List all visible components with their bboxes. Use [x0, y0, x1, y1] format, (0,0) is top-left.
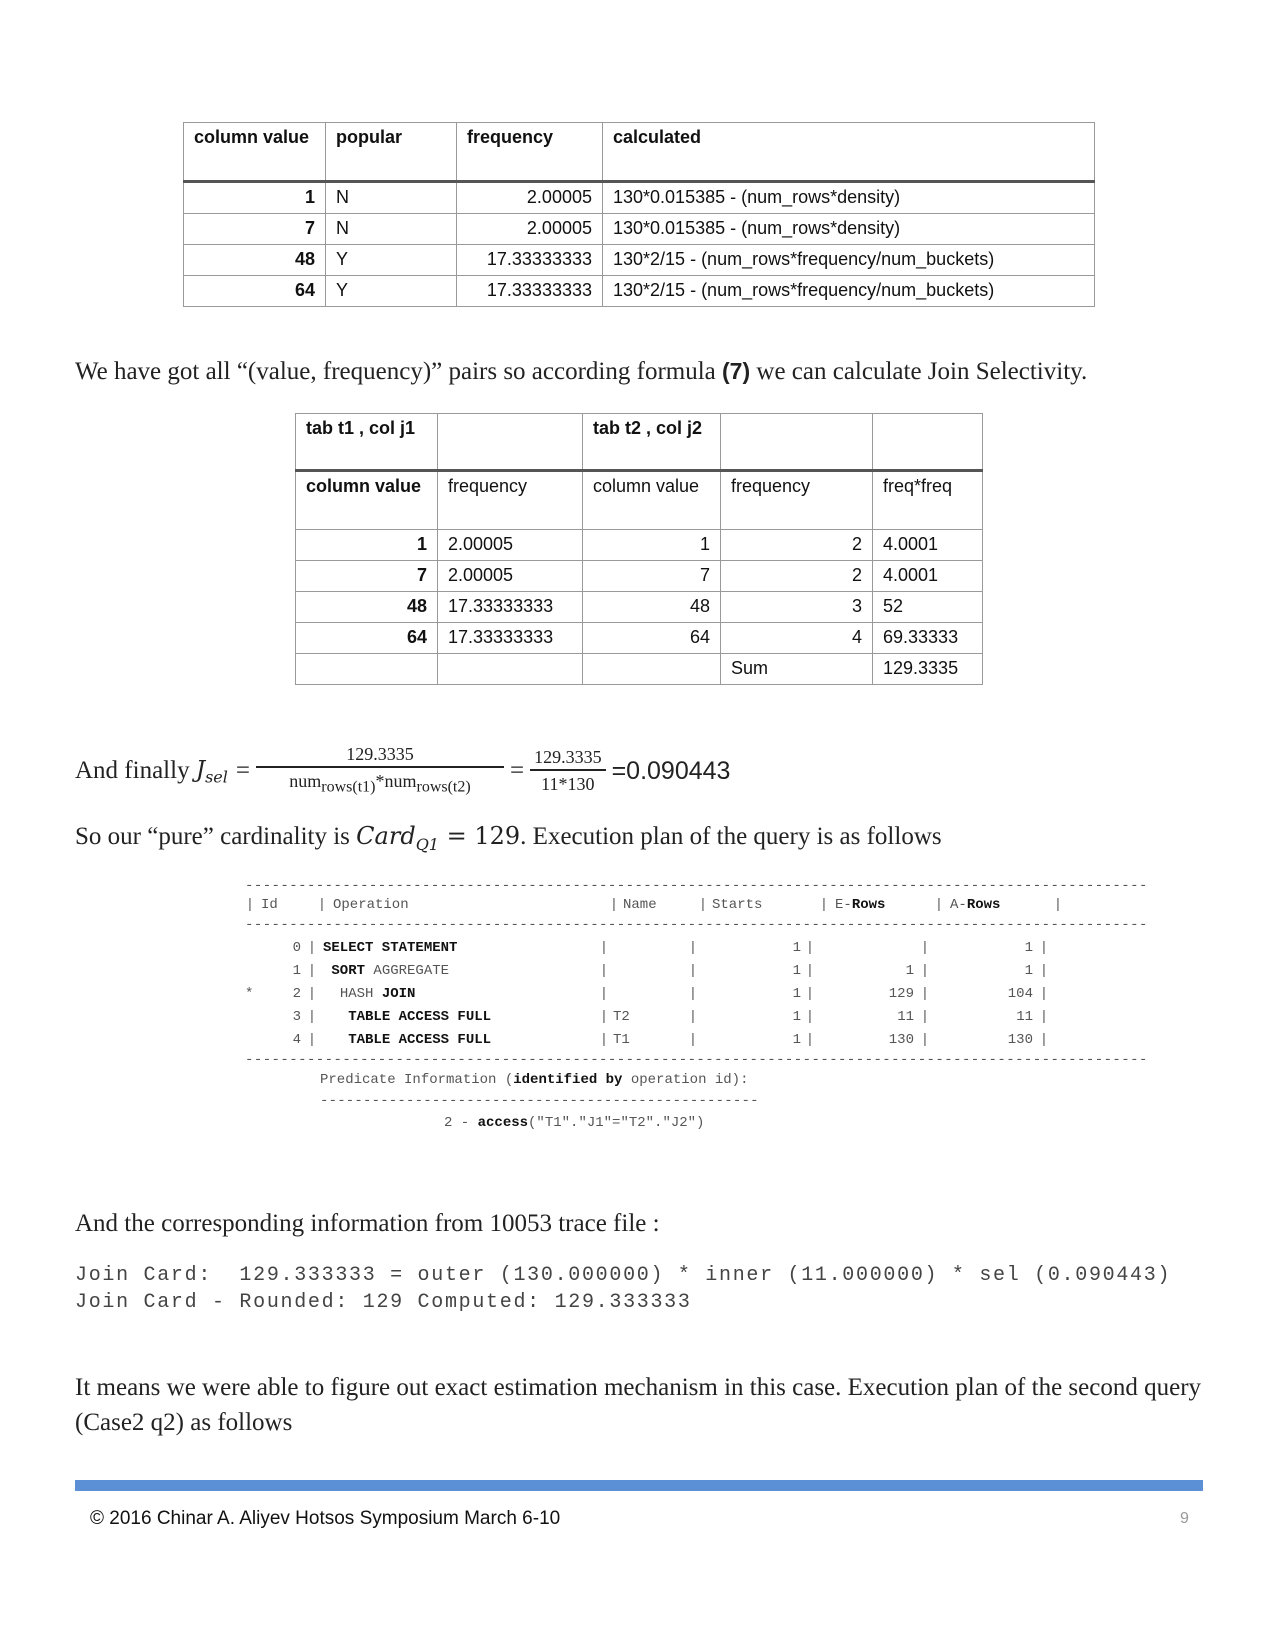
- cardinality-line: [75, 822, 942, 854]
- table-row: [184, 245, 1095, 276]
- col-id: Id: [261, 897, 278, 913]
- text: ("T1"."J1"="T2"."J2"): [528, 1115, 705, 1131]
- header-cell: [873, 414, 983, 471]
- table-cell: 2.00005: [438, 530, 583, 561]
- header-cell: tab t2 , col j2: [583, 414, 721, 471]
- header-cell: column value: [296, 471, 438, 530]
- table-header-row: [184, 123, 1095, 182]
- text: identified by: [513, 1072, 623, 1088]
- col-name: Name: [623, 897, 657, 913]
- header-cell: frequency: [438, 471, 583, 530]
- table-cell: 7: [583, 561, 721, 592]
- table-cell: [296, 654, 438, 685]
- table-cell: 7: [296, 561, 438, 592]
- result: =0.090443: [611, 756, 731, 785]
- column-separator: |: [805, 963, 815, 979]
- table-cell: 1: [583, 530, 721, 561]
- plan-arows: 130: [1007, 1032, 1033, 1048]
- plan-arows: 1: [1024, 940, 1033, 956]
- table-cell: Sum: [721, 654, 873, 685]
- table-cell: 130*2/15 - (num_rows*frequency/num_buckets): [603, 276, 1095, 307]
- plan-row: [245, 1006, 1063, 1029]
- symbol: Card: [356, 822, 416, 850]
- column-separator: |: [599, 940, 609, 956]
- table-cell: 1: [296, 530, 438, 561]
- table-row: [296, 561, 983, 592]
- divider: ---------------------------------------------------: [320, 1093, 759, 1109]
- op-text: HASH: [339, 986, 382, 1002]
- plan-name: T2: [613, 1009, 630, 1025]
- table-cell: 2: [721, 561, 873, 592]
- predicate-access: [444, 1110, 1063, 1136]
- plan-starts: 1: [792, 1032, 801, 1048]
- indent: [323, 986, 340, 1002]
- equals: =: [235, 757, 250, 785]
- column-separator: |: [1039, 963, 1049, 979]
- plan-name: [609, 983, 688, 1006]
- table-cell: 3: [721, 592, 873, 623]
- formula-ref: (7): [722, 358, 751, 384]
- plan-name: T1: [613, 1032, 630, 1048]
- plan-id: 2: [292, 986, 301, 1002]
- header-cell: freq*freq: [873, 471, 983, 530]
- column-separator: |: [920, 1032, 930, 1048]
- op-keyword: TABLE ACCESS FULL: [348, 1032, 492, 1048]
- plan-operation: [317, 937, 599, 960]
- predicate-info-heading: [320, 1068, 1063, 1092]
- text: we can calculate Join Selectivity.: [750, 358, 1088, 385]
- op-keyword: SELECT STATEMENT: [323, 940, 458, 956]
- text: E-: [835, 897, 852, 913]
- plan-operation: [317, 1029, 599, 1052]
- predicate-marker: [245, 937, 255, 960]
- plan-name: [609, 937, 688, 960]
- denominator: 11*130: [541, 774, 595, 795]
- paragraph-conclusion: It means we were able to figure out exact estimation mechanism in this case. Execution plan of the second query (Case2 q2) as follows: [75, 1374, 1202, 1436]
- execution-plan: [245, 878, 1148, 1136]
- plan-header-row: [245, 894, 1063, 917]
- table-row: [296, 654, 983, 685]
- table-cell: 130*0.015385 - (num_rows*density): [603, 182, 1095, 214]
- card-symbol: [356, 822, 439, 854]
- table-cell: 130*2/15 - (num_rows*frequency/num_buckets): [603, 245, 1095, 276]
- table-row: [184, 214, 1095, 245]
- header-cell: frequency: [721, 471, 873, 530]
- plan-id: 4: [292, 1032, 301, 1048]
- paragraph-join-selectivity: [75, 358, 1087, 386]
- table-cell: 129.3335: [873, 654, 983, 685]
- table-cell: [438, 654, 583, 685]
- plan-row: [245, 937, 1063, 960]
- divider: ------------------------------------------------------------------------------------------------------: [245, 1052, 1148, 1068]
- subscript: Q1: [415, 834, 439, 854]
- table-cell: 2: [721, 530, 873, 561]
- column-separator: |: [599, 1032, 609, 1048]
- column-separator: |: [599, 986, 609, 1002]
- jsel-symbol: [196, 757, 228, 787]
- col-arows: [944, 894, 1053, 917]
- text: num: [289, 771, 322, 791]
- text: So our “pure” cardinality is: [75, 823, 357, 850]
- subscript: rows(t2): [416, 778, 471, 796]
- text: We have got all “(value, frequency)” pairs so according formula: [75, 358, 723, 385]
- footer-copyright: © 2016 Chinar A. Aliyev Hotsos Symposium March 6-10: [90, 1508, 561, 1529]
- op-keyword: TABLE ACCESS FULL: [348, 1009, 492, 1025]
- table-cell: 4.0001: [873, 530, 983, 561]
- column-separator: |: [1053, 897, 1063, 913]
- table-cell: 130*0.015385 - (num_rows*density): [603, 214, 1095, 245]
- table-cell: 64: [184, 276, 326, 307]
- text: 2 -: [444, 1115, 478, 1131]
- popular-values-table: [183, 122, 1095, 307]
- table-cell: 48: [296, 592, 438, 623]
- table-cell: 64: [583, 623, 721, 654]
- column-separator: |: [688, 1009, 698, 1025]
- table-cell: 69.33333: [873, 623, 983, 654]
- column-separator: |: [805, 1032, 815, 1048]
- subscript: rows(t1): [321, 778, 376, 796]
- join-frequency-table: [295, 413, 983, 685]
- column-separator: |: [307, 1009, 317, 1025]
- header-cell: [438, 414, 583, 471]
- column-separator: |: [317, 897, 327, 913]
- header-cell: [721, 414, 873, 471]
- column-separator: |: [307, 986, 317, 1002]
- plan-row: [245, 960, 1063, 983]
- text: . Execution plan of the query is as follows: [520, 823, 942, 850]
- text: access: [477, 1115, 529, 1131]
- column-separator: |: [599, 963, 609, 979]
- predicate-marker: *: [245, 986, 254, 1002]
- table-header-row: [296, 471, 983, 530]
- plan-arows: 104: [1007, 986, 1033, 1002]
- plan-erows: 129: [888, 986, 914, 1002]
- plan-operation: [317, 1006, 599, 1029]
- col-erows: [829, 894, 934, 917]
- divider: ------------------------------------------------------------------------------------------------------: [245, 917, 1148, 933]
- plan-arows: 11: [1016, 1009, 1033, 1025]
- table-cell: 48: [184, 245, 326, 276]
- table-row: [184, 276, 1095, 307]
- column-separator: |: [698, 897, 708, 913]
- plan-row: [245, 1029, 1063, 1052]
- trace-line: Join Card - Rounded: 129 Computed: 129.333333: [75, 1291, 692, 1314]
- column-separator: |: [609, 897, 619, 913]
- text: Predicate Information (: [320, 1072, 514, 1088]
- header-cell: column value: [583, 471, 721, 530]
- table-cell: N: [326, 182, 457, 214]
- symbol: J: [195, 756, 206, 783]
- column-separator: |: [245, 897, 255, 913]
- indent: [323, 1032, 348, 1048]
- column-separator: |: [307, 963, 317, 979]
- predicate-marker: [245, 1006, 255, 1029]
- header-cell: popular: [326, 123, 457, 182]
- table-row: [296, 530, 983, 561]
- numerator: 129.3335: [530, 745, 606, 771]
- table-row: [296, 592, 983, 623]
- card-value: = 129: [438, 822, 521, 850]
- op-keyword: SORT: [331, 963, 366, 979]
- indent: [323, 1009, 348, 1025]
- header-cell: calculated: [603, 123, 1095, 182]
- selectivity-formula: [75, 742, 730, 801]
- plan-starts: 1: [792, 986, 801, 1002]
- text: *: [375, 771, 385, 791]
- column-separator: |: [920, 1009, 930, 1025]
- column-separator: |: [1039, 940, 1049, 956]
- column-separator: |: [1039, 1032, 1049, 1048]
- column-separator: |: [307, 940, 317, 956]
- predicate-marker: [245, 1029, 255, 1052]
- op-keyword: JOIN: [381, 986, 416, 1002]
- plan-operation: [317, 960, 599, 983]
- denominator: [285, 768, 474, 801]
- plan-operation: [317, 983, 599, 1006]
- column-separator: |: [934, 897, 944, 913]
- text: A-: [950, 897, 967, 913]
- column-separator: |: [688, 940, 698, 956]
- table-cell: 4.0001: [873, 561, 983, 592]
- plan-id: 3: [292, 1009, 301, 1025]
- plan-id: 1: [292, 963, 301, 979]
- fraction-2: [530, 745, 606, 797]
- table-cell: Y: [326, 245, 457, 276]
- text: Rows: [966, 897, 1001, 913]
- table-cell: [583, 654, 721, 685]
- col-starts: Starts: [712, 897, 763, 913]
- plan-arows: 1: [1024, 963, 1033, 979]
- plan-erows: [815, 937, 920, 960]
- table-cell: 52: [873, 592, 983, 623]
- column-separator: |: [920, 986, 930, 1002]
- plan-starts: 1: [792, 1009, 801, 1025]
- table-cell: Y: [326, 276, 457, 307]
- column-separator: |: [599, 1009, 609, 1025]
- fraction-1: [256, 742, 504, 801]
- plan-erows: 1: [905, 963, 914, 979]
- column-separator: |: [920, 940, 930, 956]
- table-cell: 7: [184, 214, 326, 245]
- plan-name: [609, 960, 688, 983]
- plan-erows: 11: [897, 1009, 914, 1025]
- predicate-marker: [245, 960, 255, 983]
- column-separator: |: [688, 986, 698, 1002]
- table-cell: 48: [583, 592, 721, 623]
- column-separator: |: [805, 986, 815, 1002]
- column-separator: |: [688, 1032, 698, 1048]
- column-separator: |: [805, 1009, 815, 1025]
- text: Rows: [851, 897, 886, 913]
- plan-row: [245, 983, 1063, 1006]
- header-cell: tab t1 , col j1: [296, 414, 438, 471]
- page-number: 9: [1180, 1510, 1189, 1527]
- trace-line: Join Card: 129.333333 = outer (130.000000) * inner (11.000000) * sel (0.090443): [75, 1264, 1172, 1287]
- text: num: [384, 771, 417, 791]
- plan-starts: 1: [792, 963, 801, 979]
- column-separator: |: [920, 963, 930, 979]
- column-separator: |: [819, 897, 829, 913]
- numerator: 129.3335: [256, 742, 504, 768]
- footer-accent-bar: [75, 1480, 1203, 1491]
- table-cell: 64: [296, 623, 438, 654]
- plan-starts: 1: [792, 940, 801, 956]
- header-cell: frequency: [457, 123, 603, 182]
- col-operation: Operation: [333, 897, 409, 913]
- text: And finally: [75, 757, 196, 785]
- table-cell: N: [326, 214, 457, 245]
- op-text: AGGREGATE: [365, 963, 450, 979]
- table-cell: 1: [184, 182, 326, 214]
- table-cell: 2.00005: [457, 182, 603, 214]
- divider: ------------------------------------------------------------------------------------------------------: [245, 878, 1148, 894]
- column-separator: |: [805, 940, 815, 956]
- table-cell: 17.33333333: [438, 592, 583, 623]
- table-cell: 2.00005: [457, 214, 603, 245]
- table-cell: 4: [721, 623, 873, 654]
- plan-erows: 130: [888, 1032, 914, 1048]
- text: operation id):: [622, 1072, 749, 1088]
- table-cell: 17.33333333: [457, 245, 603, 276]
- column-separator: |: [307, 1032, 317, 1048]
- subscript: sel: [205, 767, 228, 787]
- table-row: [184, 182, 1095, 214]
- table-row: [296, 623, 983, 654]
- equals: =: [509, 757, 525, 785]
- table-cell: 17.33333333: [457, 276, 603, 307]
- column-separator: |: [1039, 986, 1049, 1002]
- table-cell: 17.33333333: [438, 623, 583, 654]
- table-group-header-row: [296, 414, 983, 471]
- paragraph-trace-intro: And the corresponding information from 10053 trace file :: [75, 1210, 660, 1237]
- column-separator: |: [1039, 1009, 1049, 1025]
- table-cell: 2.00005: [438, 561, 583, 592]
- plan-id: 0: [292, 940, 301, 956]
- header-cell: column value: [184, 123, 326, 182]
- column-separator: |: [688, 963, 698, 979]
